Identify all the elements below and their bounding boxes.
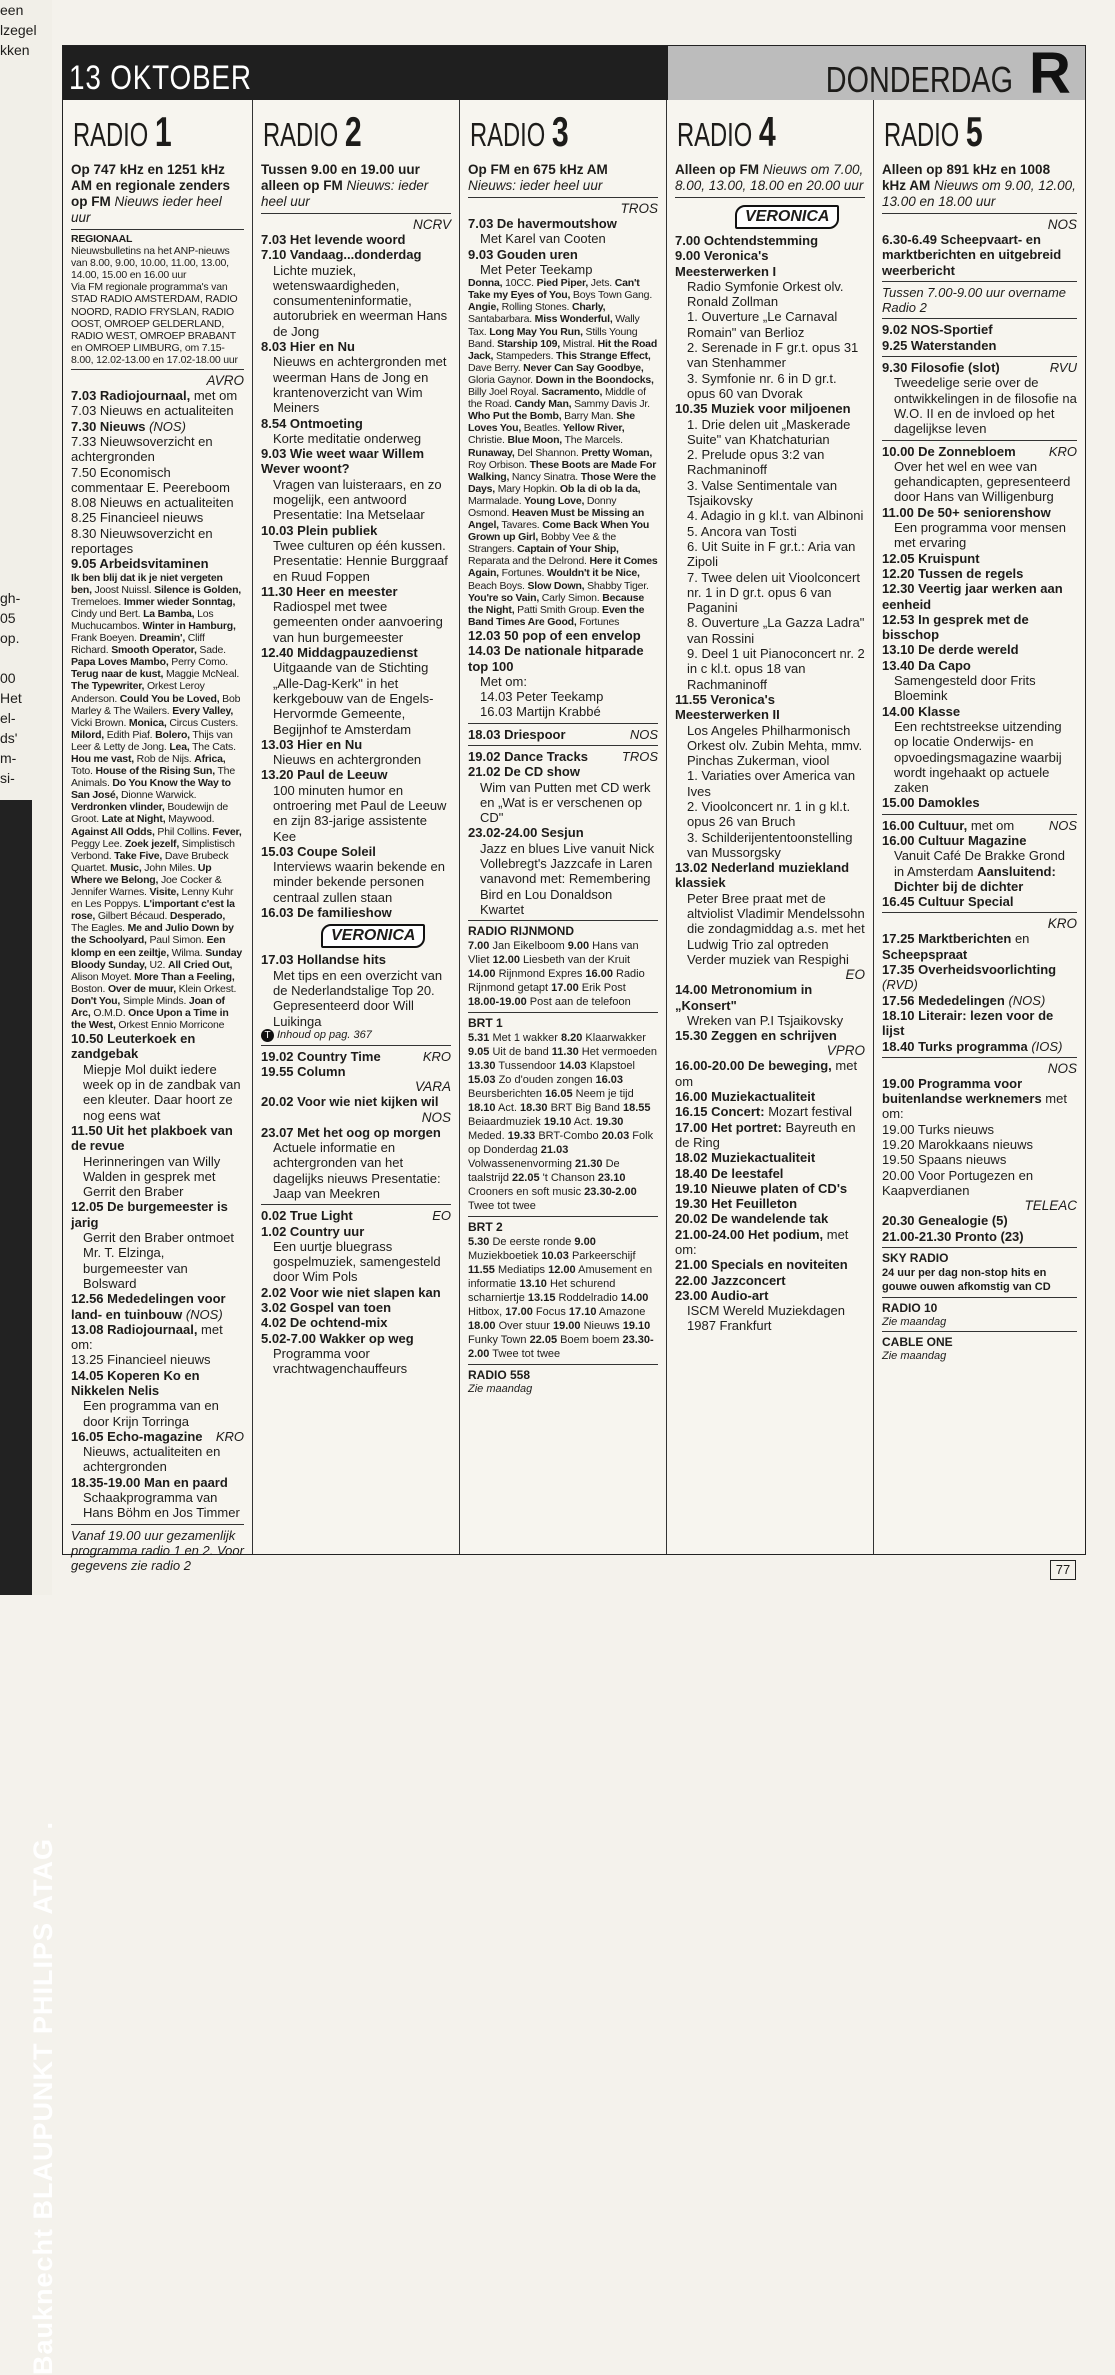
divider xyxy=(882,1247,1077,1248)
program-entry: 12.53 In gesprek met de bisschop xyxy=(882,611,1029,643)
program-entry: 18.35-19.00 Man en paard xyxy=(71,1474,228,1490)
program-entry: 13.25 Financieel nieuws xyxy=(71,1352,211,1368)
program-entry: 1.02 Country uur xyxy=(261,1223,365,1239)
program-entry: 6.30-6.49 Scheepvaart- en marktberichten en uitgebreid weerbericht xyxy=(882,232,1062,278)
divider xyxy=(882,356,1077,357)
program-entry: 100 minuten humor en ontroering met Paul de Leeuw en zijn 83-jarige assistente Kee xyxy=(273,782,447,844)
program-entry: Peter Bree praat met de altviolist Vladimir Mendelssohn die zondagmiddag a.s. met het Ludwig Trio zal optreden Verder muziek van Respighi xyxy=(687,890,865,967)
program-entry: Programma voor vrachtwagenchauffeurs xyxy=(273,1345,408,1377)
program-entry: 7.00 Ochtendstemming xyxy=(675,233,819,248)
program-entry: 19.55 Column xyxy=(261,1064,346,1080)
program-entry: 5.02-7.00 Wakker op weg xyxy=(261,1330,414,1346)
divider xyxy=(261,213,451,214)
divider xyxy=(468,1216,658,1217)
program-entry: Zie maandag xyxy=(882,1315,947,1328)
program-entry: 21.00 Specials en noviteiten xyxy=(675,1257,848,1273)
program-entry: 2. Vioolconcert nr. 1 in g kl.t. opus 26 van Bruch xyxy=(687,798,851,830)
program-entry: Samengesteld door Frits Bloemink xyxy=(894,673,1036,704)
program-entry: Lichte muziek, wetenswaardigheden, consumenteninformatie, autorubriek en weerman Hans de Jong xyxy=(273,262,448,339)
program-entry: 15.03 Coupe Soleil xyxy=(261,843,376,859)
program-entry: 14.05 Koperen Ko en Nikkelen Nelis xyxy=(71,1367,200,1398)
program-entry: 6. Uit Suite in F gr.t.: Aria van Zipoli xyxy=(687,538,856,570)
divider xyxy=(71,369,244,370)
program-entry: T Inhoud op pag. 367 xyxy=(261,1029,451,1042)
divider xyxy=(882,1331,1077,1332)
program-entry: 20.00 Voor Portugezen en Kaapverdianen xyxy=(882,1167,1034,1198)
radio-1-column xyxy=(63,100,253,1574)
program-entry: Zie maandag xyxy=(468,1383,533,1396)
program-entry: 13.40 Da Capo xyxy=(882,657,971,673)
divider xyxy=(882,1297,1077,1298)
program-entry: 9.00 Veronica's Meesterwerken I xyxy=(675,248,777,279)
program-entry: 8.54 Ontmoeting xyxy=(261,415,363,431)
broadcaster-label: AVRO xyxy=(206,373,244,389)
program-entry: 11.50 Uit het plakboek van de revue xyxy=(71,1122,233,1154)
divider xyxy=(261,1204,451,1205)
program-entry: 12.56 Mededelingen voor land- en tuinbouw (NOS) xyxy=(71,1291,226,1322)
station-name: RADIO 4 xyxy=(677,108,776,155)
program-entry: 19.00 Programma voor buitenlandse werknemers met om: xyxy=(882,1075,1067,1122)
program-entry: Over het wel en wee van gehandicapten, gepresenteerd door Hans van Willigenburg xyxy=(894,458,1071,505)
program-entry: 19.10 Nieuwe platen of CD's xyxy=(675,1180,848,1196)
program-entry: Miepje Mol duikt iedere week op in de zandbak van een kleuter. Daar hoort ze nog eens wat xyxy=(83,1061,241,1123)
divider xyxy=(882,318,1077,319)
program-entry: Los Angeles Philharmonisch Orkest olv. Zubin Mehta, mmv. Pinchas Zukerman, viool xyxy=(687,722,863,769)
page-number: 77 xyxy=(1050,1560,1076,1580)
divider xyxy=(882,281,1077,282)
program-entry: 9.03 Wie weet waar Willem Wever woont? xyxy=(261,446,425,477)
divider xyxy=(882,814,1077,815)
program-entry: 8.08 Nieuws en actualiteiten xyxy=(71,495,234,511)
program-entry: 12.05 Kruispunt xyxy=(882,550,980,566)
header-date-bar xyxy=(63,46,668,100)
program-entry: 10.35 Muziek voor miljoenen xyxy=(675,401,851,417)
program-entry: Radiospel met twee gemeenten onder aanvoering van hun burgemeester xyxy=(273,599,443,645)
program-entry: 8.25 Financieel nieuws xyxy=(71,510,204,526)
broadcaster-label: TROS xyxy=(620,201,658,216)
program-entry: Donna, 10CC. Pied Piper, Jets. Can't Take my Eyes of You, Boys Town Gang. Angie, Rolling Stones. Charly, Santabarbara. Miss Wonderful, Wally Tax. Long May You Run, Stills Young Band. Starship 109, Mistral. Hit the Road Jack, Stampeders. This Strange Effect, Dave Berry. Never Can Say Goodbye, Gloria Gaynor. Down in the Boondocks, Billy Joel Royal. Sacramento, Middle of the Road. Candy Man, Sammy Davis Jr. Who Put the Bomb, Barry Man. She Loves You, Beatles. Yellow River, Christie. Blue Moon, The Marcels. Runaway, Del Shannon. Pretty Woman, Roy Orbison. These Boots are Made For Walking, Nancy Sinatra. Those Were the Days, Mary Hopkin. Ob la di ob la da, Marmalade. Young Love, Donny Osmond. Heaven Must be Missing an Angel, Tavares. Come Back When You Grown up Girl, Bobby Vee & the Strangers. Captain of Your Ship, Reparata and the Delrond. Here it Comes Again, Fortunes. Wouldn't it be Nice, Beach Boys. Slow Down, Shabby Tiger. You're so Vain, Carly Simon. Because the Night, Patti Smith Group. Even the Band Times Are Good, Fortunes xyxy=(468,277,658,628)
program-entry: Korte meditatie onderweg xyxy=(273,430,422,446)
program-entry: 5.30 De eerste ronde 9.00 Muziekboetiek 10.03 Parkeerschijf 11.55 Mediatips 12.00 Amusement en informatie 13.10 Het schurend scharniertje 13.15 Roddelradio 14.00 Hitbox, 17.00 Focus 17.10 Amazone 18.00 Over stuur 19.00 Nieuws 19.10 Funky Town 22.05 Boem boem 23.30-2.00 Twee tot twee xyxy=(468,1236,654,1361)
program-entry: 23.02-24.00 Sesjun xyxy=(468,825,584,841)
program-entry: 22.00 Jazzconcert xyxy=(675,1272,786,1288)
program-entry: Op 747 kHz en 1251 kHz AM en regionale zenders op FM Nieuws ieder heel uur xyxy=(71,162,231,225)
program-entry: 20.30 Genealogie (5) xyxy=(882,1213,1008,1229)
program-entry: Tussen 9.00 en 19.00 uur alleen op FM Nieuws: ieder heel uur xyxy=(261,162,429,209)
program-entry: 12.30 Veertig jaar werken aan eenheid xyxy=(882,581,1063,612)
program-entry: 7.03 Nieuws en actualiteiten xyxy=(71,403,234,419)
station-name: RADIO 3 xyxy=(470,108,569,155)
broadcaster-label: VARA xyxy=(414,1079,451,1095)
program-entry: 14.00 Klasse xyxy=(882,703,961,719)
advertiser-names: Bauknecht BLAUPUNKT PHILIPS ATAG . xyxy=(28,1820,58,2375)
program-entry: RADIO 10 xyxy=(882,1300,938,1315)
program-entry: 16.03 Martijn Krabbé xyxy=(480,704,601,720)
program-entry: 9.30 Filosofie (slot) RVU xyxy=(882,360,1077,376)
program-entry: Met Karel van Cooten xyxy=(480,231,606,247)
program-entry: 13.02 Nederland muziekland klassiek xyxy=(675,860,850,891)
program-entry: Zie maandag xyxy=(882,1349,947,1362)
program-entry: 9. Deel 1 uit Pianoconcert nr. 2 in c kl.t. opus 18 van Rachmaninoff xyxy=(687,646,865,692)
section-badge: R xyxy=(1029,41,1071,106)
program-entry: 15.30 Zeggen en schrijven xyxy=(675,1028,837,1044)
program-entry: 16.00 Muziekactualiteit xyxy=(675,1089,816,1105)
program-entry: 18.10 Literair: lezen voor de lijst xyxy=(882,1007,1054,1039)
program-entry: 8.30 Nieuwsoverzicht en reportages xyxy=(71,525,213,556)
radio-2-column xyxy=(253,100,460,1554)
broadcaster-label: EO xyxy=(845,967,865,983)
program-entry: 7.10 Vandaag...donderdag xyxy=(261,247,422,263)
program-entry: Alleen op FM Nieuws om 7.00, 8.00, 13.00, 18.00 en 20.00 uur xyxy=(675,162,864,193)
divider xyxy=(882,912,1077,913)
program-entry: 1. Drie delen uit „Maskerade Suite" van Khatchaturian xyxy=(687,416,851,447)
program-entry: 15.00 Damokles xyxy=(882,795,980,811)
program-entry: Radio Symfonie Orkest olv. Ronald Zollman xyxy=(687,278,844,310)
station-title xyxy=(675,100,865,158)
program-entry: 19.50 Spaans nieuws xyxy=(882,1152,1007,1168)
program-entry: Nieuws en achtergronden met weerman Hans de Jong en krantenoverzicht van Wim Meiners xyxy=(273,354,447,416)
program-entry: 2. Serenade in F gr.t. opus 31 van Stenhammer xyxy=(687,340,859,371)
program-entry: 0.02 True Light EO xyxy=(261,1208,451,1224)
station-name: RADIO 5 xyxy=(884,108,983,155)
program-entry: Wreken van P.I Tsjaikovsky xyxy=(687,1012,844,1028)
program-entry: 19.20 Marokkaans nieuws xyxy=(882,1137,1034,1153)
program-entry: 21.00-21.30 Pronto (23) xyxy=(882,1228,1024,1244)
program-entry: Een uurtje bluegrass gospelmuziek, samengesteld door Wim Pols xyxy=(273,1238,441,1285)
divider xyxy=(468,920,658,921)
program-entry: 11.00 De 50+ seniorenshow xyxy=(882,504,1051,520)
program-entry: 12.03 50 pop of een envelop xyxy=(468,627,641,643)
program-entry: 3. Schilderijententoonstelling van Mussorgsky xyxy=(687,829,853,860)
program-entry: 16.00 Cultuur, met om NOS xyxy=(882,817,1077,833)
station-title xyxy=(261,100,451,158)
divider xyxy=(675,197,865,198)
program-entry: CABLE ONE xyxy=(882,1334,953,1349)
divider xyxy=(882,440,1077,441)
program-entry: Tussen 7.00-9.00 uur overname Radio 2 xyxy=(882,284,1067,316)
program-entry: 7.03 Het levende woord xyxy=(261,232,406,247)
program-entry: 16.00 Cultuur Magazine xyxy=(882,832,1027,848)
station-title xyxy=(882,100,1077,158)
broadcaster-label: NOS xyxy=(1047,1060,1077,1076)
program-entry: 7.03 Radiojournaal, met om xyxy=(71,388,238,404)
radio-5-column xyxy=(874,100,1085,1554)
program-entry: 13.10 De derde wereld xyxy=(882,642,1019,658)
program-entry: BRT 2 xyxy=(468,1220,503,1235)
program-entry: 5. Ancora van Tosti xyxy=(687,523,797,539)
divider xyxy=(261,1045,451,1046)
program-entry: 21.02 De CD show xyxy=(468,764,580,780)
broadcaster-label: NOS xyxy=(421,1109,451,1125)
program-entry: 7. Twee delen uit Vioolconcert nr. 1 in D gr.t. opus 6 van Paganini xyxy=(687,569,860,616)
program-entry: 7.03 De havermoutshow xyxy=(468,216,617,231)
broadcaster-label: VPRO xyxy=(826,1043,865,1059)
program-entry: 12.05 De burgemeester is jarig xyxy=(71,1199,228,1230)
divider xyxy=(71,1524,244,1525)
program-entry: Vanaf 19.00 uur gezamenlijk programma radio 1 en 2. Voor gegevens zie radio 2 xyxy=(71,1527,244,1574)
program-entry: Interviews waarin bekende en minder bekende personen centraal zullen staan xyxy=(273,859,445,905)
program-entry: 13.03 Hier en Nu xyxy=(261,736,363,752)
program-entry: Vragen van luisteraars, en zo mogelijk, een antwoord Presentatie: Ina Metselaar xyxy=(273,476,442,523)
program-entry: Een rechtstreekse uitzending op locatie Onderwijs- en opvoedingsmagazine waarbij wordt ingehaakt op actuele zaken xyxy=(894,718,1062,796)
program-entry: 16.15 Concert: Mozart festival xyxy=(675,1104,853,1120)
program-entry: Tweedelige serie over de ontwikkelingen in de filosofie na W.O. II en de invloed op het dagelijkse leven xyxy=(894,375,1077,437)
broadcaster-label: NCRV xyxy=(412,217,451,232)
program-entry: 18.03 Driespoor NOS xyxy=(468,726,658,742)
program-entry: 17.03 Hollandse hits xyxy=(261,952,386,968)
divider xyxy=(468,1364,658,1365)
broadcaster-label: KRO xyxy=(1047,916,1077,932)
veronica-logo: VERONICA xyxy=(735,205,839,229)
program-entry: 14.03 De nationale hitparade top 100 xyxy=(468,643,644,674)
program-entry: 2. Prelude opus 3:2 van Rachmaninoff xyxy=(687,447,825,478)
program-entry: 7.33 Nieuwsoverzicht en achtergronden xyxy=(71,433,213,465)
program-entry: 7.30 Nieuws (NOS) xyxy=(71,418,186,434)
program-entry: 10.00 De Zonnebloem KRO xyxy=(882,443,1077,459)
program-entry: 23.00 Audio-art xyxy=(675,1287,769,1303)
adjacent-page-text-mid: gh- 05 op. 00 Het el- ds' m- si- xyxy=(0,590,22,786)
program-entry: Alleen op 891 kHz en 1008 kHz AM Nieuws om 9.00, 12.00, 13.00 en 18.00 uur xyxy=(882,162,1076,209)
station-title xyxy=(468,100,658,158)
divider xyxy=(882,1057,1077,1058)
radio-4-column xyxy=(667,100,874,1554)
program-entry: Nieuws en achtergronden xyxy=(273,752,422,768)
program-entry: 5.31 Met 1 wakker 8.20 Klaarwakker 9.05 Uit de band 11.30 Het vermoeden 13.30 Tussendoor 14.03 Klapstoel 15.03 Zo d'ouden zongen 16.03 Beursberichten 16.05 Neem je tijd 18.10 Act. 18.30 BRT Big Band 18.55 Beiaardmuziek 19.10 Act. 19.30 Meded. 19.33 BRT-Combo 20.03 Folk op Donderdag 21.03 Volwassenenvorming 21.30 De taalstrijd 22.05 't Chanson 23.10 Crooners en soft music 23.30-2.00 Twee tot twee xyxy=(468,1032,657,1213)
program-entry: Nieuws, actualiteiten en achtergronden xyxy=(83,1444,221,1475)
program-entry: Een programma van en door Krijn Torringa xyxy=(83,1398,219,1429)
program-entry: 20.02 Voor wie niet kijken wil xyxy=(261,1094,439,1110)
program-entry: 4. Adagio in g kl.t. van Albinoni xyxy=(687,508,864,524)
program-entry: 17.25 Marktberichten en Scheepspraat xyxy=(882,931,1030,962)
program-entry: 9.02 NOS-Sportief xyxy=(882,322,993,338)
program-entry: 12.40 Middagpauzedienst xyxy=(261,645,418,661)
broadcaster-label: TELEAC xyxy=(1024,1198,1077,1214)
divider xyxy=(468,1012,658,1013)
program-entry: 8. Ouverture „La Gazza Ladra" van Rossini xyxy=(687,615,865,646)
veronica-logo: VERONICA xyxy=(321,924,425,948)
program-entry: 19.02 Country Time KRO xyxy=(261,1048,451,1064)
program-entry: RADIO RIJNMOND xyxy=(468,924,575,939)
advertiser-strip xyxy=(0,800,58,2375)
program-entry: 10.50 Leuterkoek en zandgebak xyxy=(71,1031,196,1062)
program-entry: 18.40 Turks programma (IOS) xyxy=(882,1038,1063,1054)
program-entry: 10.03 Plein publiek xyxy=(261,522,378,538)
program-entry: 17.56 Mededelingen (NOS) xyxy=(882,992,1046,1008)
program-entry: 18.02 Muziekactualiteit xyxy=(675,1150,816,1166)
program-entry: 13.20 Paul de Leeuw xyxy=(261,767,388,783)
program-entry: Gerrit den Braber ontmoet Mr. T. Elzinga, burgemeester van Bolsward xyxy=(83,1230,235,1291)
program-entry: 19.00 Turks nieuws xyxy=(882,1121,995,1137)
program-entry: RADIO 558 xyxy=(468,1368,531,1383)
program-entry: Op FM en 675 kHz AM Nieuws: ieder heel uur xyxy=(468,162,608,193)
program-entry: 14.00 Metronomium in „Konsert" xyxy=(675,982,813,1013)
program-entry: 9.03 Gouden uren xyxy=(468,246,578,262)
header-day: DONDERDAG xyxy=(825,59,1013,100)
divider xyxy=(882,213,1077,214)
program-entry: 16.00-20.00 De beweging, met om xyxy=(675,1058,858,1089)
program-entry: Een programma voor mensen met ervaring xyxy=(894,520,1066,551)
program-entry: 21.00-24.00 Het podium, met om: xyxy=(675,1226,849,1257)
station-name: RADIO 1 xyxy=(73,108,172,155)
program-entry: 4.02 De ochtend-mix xyxy=(261,1315,388,1331)
header-day-bar xyxy=(668,41,1085,106)
program-entry: 17.00 Het portret: Bayreuth en de Ring xyxy=(675,1119,856,1150)
program-entry: 11.55 Veronica's Meesterwerken II xyxy=(675,691,780,723)
program-entry: BRT 1 xyxy=(468,1016,503,1031)
program-entry: ISCM Wereld Muziekdagen 1987 Frankfurt xyxy=(687,1303,845,1334)
program-entry: 7.00 Jan Eikelboom 9.00 Hans van Vliet 12.00 Liesbeth van der Kruit 14.00 Rijnmond Expres 16.00 Radio Rijnmond getapt 17.00 Erik Post 18.00-19.00 Post aan de telefoon xyxy=(468,940,645,1009)
program-entry: 1. Variaties over America van Ives xyxy=(687,768,856,799)
divider xyxy=(468,745,658,746)
program-entry: 14.03 Peter Teekamp xyxy=(480,689,604,705)
program-entry: 24 uur per dag non-stop hits en gouwe ouwen afkomstig van CD xyxy=(882,1266,1051,1293)
program-entry: 23.07 Met het oog op morgen xyxy=(261,1124,441,1140)
program-entry: 20.02 De wandelende tak xyxy=(675,1211,829,1227)
program-entry: REGIONAAL Nieuwsbulletins na het ANP-nieuws van 8.00, 9.00, 10.00, 11.00, 13.00, 14.00, 15.00 en 16.00 uur Via FM regionale programma's van STAD RADIO AMSTERDAM, RADIO NOORD, RADIO FRYSLAN, RADIO OOST, OMROEP GELDERLAND, RADIO WEST, OMROEP BRABANT en OMROEP LIMBURG, om 7.15-8.00, 12.02-13.00 en 17.02-18.00 uur xyxy=(71,233,238,366)
program-entry: Jazz en blues Live vanuit Nick Vollebregt's Jazzcafe in Laren vanavond met: Remembering Bird en Lou Donaldson Kwartet xyxy=(480,840,655,917)
program-entry: 7.50 Economisch commentaar E. Peereboom xyxy=(71,464,230,495)
program-entry: 13.08 Radiojournaal, met om: xyxy=(71,1321,223,1353)
program-entry: 19.02 Dance Tracks TROS xyxy=(468,748,658,764)
broadcaster-label: NOS xyxy=(1047,217,1077,232)
divider xyxy=(71,229,244,230)
program-entry: Vanuit Café De Brakke Grond in Amsterdam Aansluitend: Dichter bij de dichter xyxy=(894,848,1066,894)
program-entry: 3.02 Gospel van toen xyxy=(261,1300,392,1315)
program-entry: 12.20 Tussen de regels xyxy=(882,565,1024,581)
program-entry: SKY RADIO xyxy=(882,1250,949,1265)
adjacent-page-edge xyxy=(0,0,58,2375)
program-entry: 16.45 Cultuur Special xyxy=(882,894,1014,910)
program-entry: 16.05 Echo-magazine KRO xyxy=(71,1428,244,1444)
program-entry: 16.03 De familieshow xyxy=(261,905,392,921)
program-entry: 9.25 Waterstanden xyxy=(882,337,997,353)
program-entry: Ik ben blij dat ik je niet vergeten ben, Joost Nuissl. Silence is Golden, Tremeloes. Immer wieder Sonntag, Cindy und Bert. La Bamba, Los Muchucambos. Winter in Hamburg, Frank Boeyen. Dreamin', Cliff Richard. Smooth Operator, Sade. Papa Loves Mambo, Perry Como. Terug naar de kust, Maggie McNeal. The Typewriter, Orkest Leroy Anderson. Could You be Loved, Bob Marley & The Wailers. Every Valley, Vicki Brown. Monica, Circus Custers. Milord, Edith Piaf. Bolero, Thijs van Leer & Letty de Jong. Lea, The Cats. Hou me vast, Rob de Nijs. Africa, Toto. House of the Rising Sun, The Animals. Do You Know the Way to San José, Dionne Warwick. Verdronken vlinder, Boudewijn de Groot. Late at Night, Maywood. Against All Odds, Phil Collins. Fever, Peggy Lee. Zoek jezelf, Simplistisch Verbond. Take Five, Dave Brubeck Quartet. Music, John Miles. Up Where we Belong, Joe Cocker & Jennifer Warnes. Visite, Lenny Kuhr en Les Poppys. L'important c'est la rose, Gilbert Bécaud. Desperado, The Eagles. Me and Julio Down by the Schoolyard, Paul Simon. Een klomp en een zeiltje, Wilma. Sunday Bloody Sunday, U2. All Cried Out, Alison Moyet. More Than a Feeling, Boston. Over de muur, Klein Orkest. Don't You, Simple Minds. Joan of Arc, O.M.D. Once Upon a Time in the West, Orkest Ennio Morricone xyxy=(71,571,242,1032)
program-entry: Met om: xyxy=(480,673,527,689)
program-entry: 18.40 De leestafel xyxy=(675,1165,784,1181)
divider xyxy=(468,197,658,198)
program-entry: Herinneringen van Willy Walden in gesprek met Gerrit den Braber xyxy=(83,1153,221,1200)
radio-3-column xyxy=(460,100,667,1554)
program-entry: 19.30 Het Feuilleton xyxy=(675,1196,798,1212)
adjacent-page-text-top: een lzegel kken xyxy=(0,2,37,58)
page-header xyxy=(63,41,1085,106)
program-entry: 3. Valse Sentimentale van Tsjaikovsky xyxy=(687,477,838,509)
program-entry: Met tips en een overzicht van de Nederlandstalige Top 20. Gepresenteerd door Will Luikinga xyxy=(273,967,443,1029)
program-entry: Actuele informatie en achtergronden van het dagelijks nieuws Presentatie: Jaap van Meekren xyxy=(273,1140,441,1201)
program-entry: Schaakprogramma van Hans Böhm en Jos Timmer xyxy=(83,1490,240,1521)
header-date: 13 OKTOBER xyxy=(69,59,252,97)
program-entry: 17.35 Overheidsvoorlichting (RVD) xyxy=(882,962,1057,993)
program-entry: Met Peter Teekamp xyxy=(480,261,593,277)
program-entry: 8.03 Hier en Nu xyxy=(261,339,355,355)
program-entry: Twee culturen op één kussen. Presentatie: Hennie Burggraaf en Ruud Foppen xyxy=(273,537,448,584)
divider xyxy=(468,723,658,724)
program-entry: 9.05 Arbeidsvitaminen xyxy=(71,556,209,572)
station-title xyxy=(71,100,244,158)
program-entry: Wim van Putten met CD werk en „Wat is er verschenen op CD" xyxy=(480,779,651,826)
station-name: RADIO 2 xyxy=(263,108,362,155)
program-entry: 2.02 Voor wie niet slapen kan xyxy=(261,1284,441,1300)
program-entry: 1. Ouverture „Le Carnaval Romain" van Berlioz xyxy=(687,309,838,340)
program-entry: Uitgaande van de Stichting „Alle-Dag-Kerk" in het kerkgebouw van de Engels-Hervormde Gemeente, Begijnhof te Amsterdam xyxy=(273,660,434,737)
program-entry: 11.30 Heer en meester xyxy=(261,583,398,599)
program-entry: 3. Symfonie nr. 6 in D gr.t. opus 60 van Dvorak xyxy=(687,370,837,401)
